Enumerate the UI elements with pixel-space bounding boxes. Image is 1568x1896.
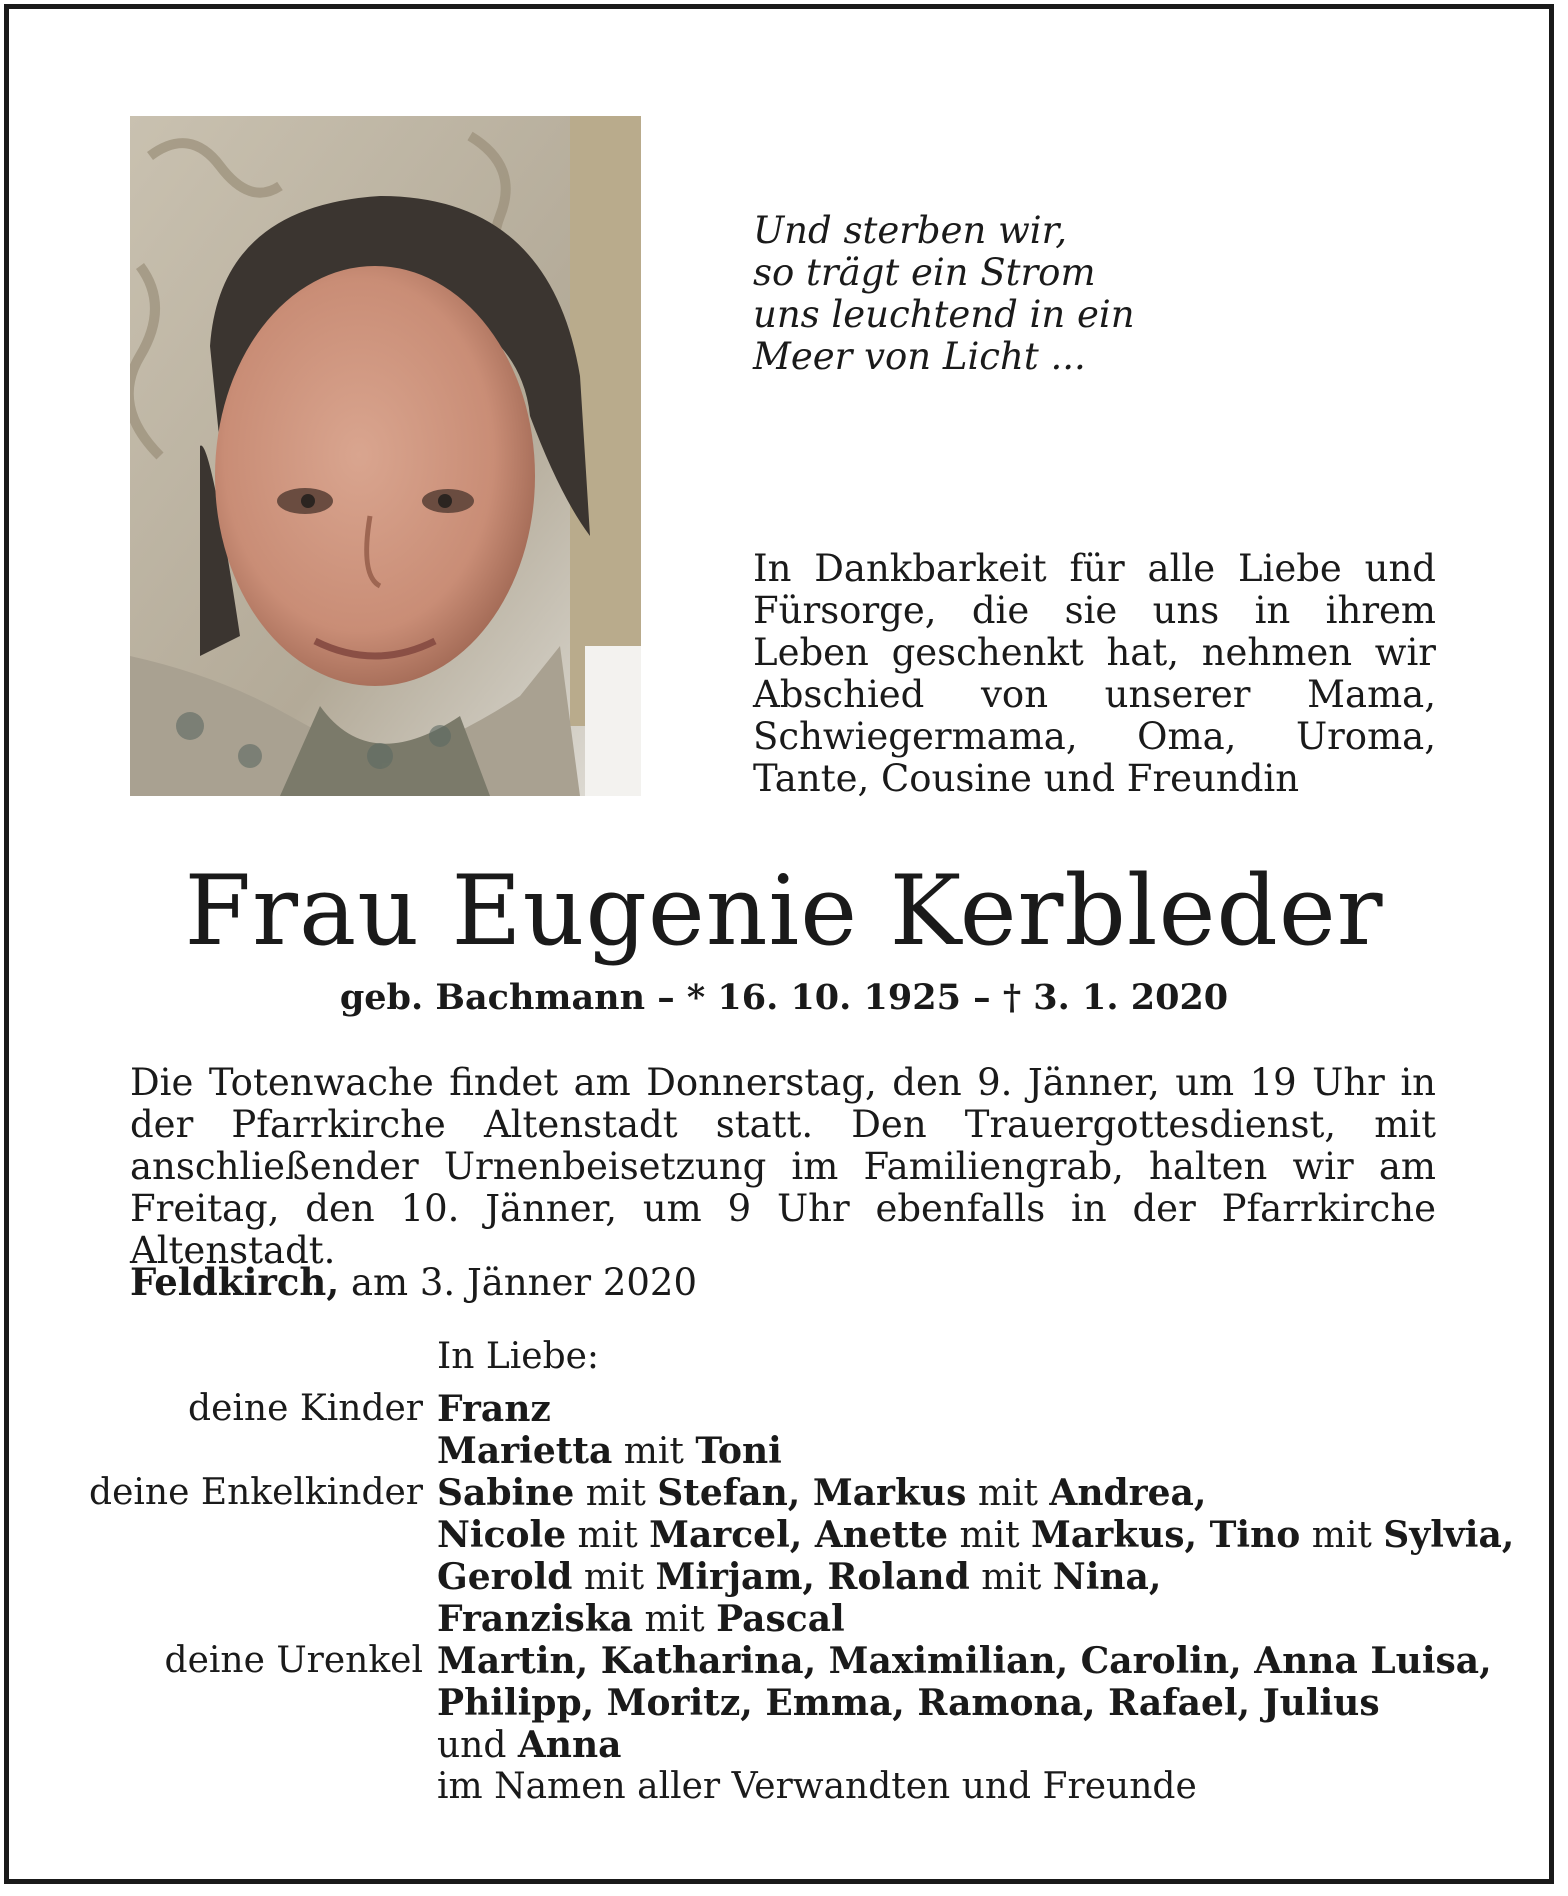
person-name: Anna bbox=[517, 1724, 622, 1766]
connector-text: mit bbox=[948, 1515, 1032, 1556]
connector-text: im Namen aller Verwandten und Freunde bbox=[437, 1766, 1197, 1807]
urenkel-label: deine Urenkel bbox=[164, 1640, 423, 1681]
person-name: Marietta bbox=[437, 1430, 613, 1472]
connector-text: mit bbox=[572, 1557, 656, 1598]
person-name: Franz bbox=[437, 1388, 551, 1430]
connector-text: und bbox=[437, 1725, 518, 1766]
place-date-line bbox=[130, 1260, 697, 1305]
person-name: Nicole bbox=[437, 1514, 567, 1556]
family-row bbox=[0, 1598, 1568, 1640]
gratitude-paragraph: In Dankbarkeit für alle Liebe und Fürsorge, die sie uns in ihrem Leben geschenkt hat, nehmen wir Abschied von unserer Mama, Schwiegermama, Oma, Uroma, Tante, Cousine und Freundin bbox=[753, 547, 1436, 800]
person-name: Mirjam, Roland bbox=[655, 1556, 970, 1598]
family-row bbox=[0, 1472, 1568, 1514]
person-name: Gerold bbox=[437, 1556, 573, 1598]
person-name: Philipp, Moritz, Emma, Ramona, Rafael, Julius bbox=[437, 1682, 1380, 1724]
family-names bbox=[437, 1766, 1197, 1808]
memorial-quote bbox=[753, 210, 1135, 378]
family-row bbox=[0, 1640, 1568, 1682]
family-row bbox=[0, 1724, 1568, 1766]
quote-line: Und sterben wir, bbox=[753, 209, 1067, 252]
place: Feldkirch, bbox=[130, 1260, 340, 1304]
family-row bbox=[0, 1766, 1568, 1808]
family-row bbox=[0, 1682, 1568, 1724]
quote-line: uns leuchtend in ein bbox=[753, 293, 1135, 336]
family-names bbox=[437, 1724, 621, 1767]
person-name: Martin, Katharina, Maximilian, Carolin, Anna Luisa, bbox=[437, 1640, 1492, 1682]
connector-text: mit bbox=[566, 1515, 650, 1556]
person-name: Marcel, Anette bbox=[649, 1514, 948, 1556]
person-name: Sylvia, bbox=[1383, 1514, 1515, 1556]
portrait-image bbox=[130, 116, 641, 796]
connector-text: mit bbox=[969, 1557, 1053, 1598]
person-name: Pascal bbox=[716, 1598, 845, 1640]
person-name: Nina, bbox=[1052, 1556, 1162, 1598]
family-names bbox=[437, 1430, 782, 1473]
connector-text: mit bbox=[1300, 1515, 1384, 1556]
person-name: Sabine bbox=[437, 1472, 575, 1514]
person-name: Franziska bbox=[437, 1598, 634, 1640]
in-love-label: In Liebe: bbox=[437, 1336, 600, 1377]
family-names bbox=[437, 1472, 1206, 1515]
family-names bbox=[437, 1556, 1161, 1599]
connector-text: mit bbox=[574, 1473, 658, 1514]
connector-text: mit bbox=[612, 1431, 696, 1472]
connector-text: mit bbox=[633, 1599, 717, 1640]
person-name: Stefan, Markus bbox=[657, 1472, 967, 1514]
family-names bbox=[437, 1388, 551, 1431]
connector-text: mit bbox=[966, 1473, 1050, 1514]
family-names bbox=[437, 1640, 1492, 1683]
family-row bbox=[0, 1514, 1568, 1556]
family-names bbox=[437, 1514, 1514, 1557]
person-name: Markus, Tino bbox=[1031, 1514, 1301, 1556]
family-row bbox=[0, 1556, 1568, 1598]
person-name: Andrea, bbox=[1049, 1472, 1207, 1514]
deceased-name: Frau Eugenie Kerbleder bbox=[184, 855, 1384, 967]
enkel-label: deine Enkelkinder bbox=[89, 1472, 423, 1513]
funeral-notice: Die Totenwache findet am Donnerstag, den 9. Jänner, um 19 Uhr in der Pfarrkirche Altenstadt statt. Den Trauergottesdienst, mit anschließender Urnenbeisetzung im Familiengrab, halten wir am Freitag, den 10. Jänner, um 9 Uhr ebenfalls in der Pfarrkirche Altenstadt. bbox=[130, 1061, 1436, 1272]
family-names bbox=[437, 1682, 1380, 1725]
kinder-label: deine Kinder bbox=[188, 1388, 423, 1429]
quote-line: Meer von Licht ... bbox=[753, 335, 1086, 378]
birth-death-line: geb. Bachmann – * 16. 10. 1925 – † 3. 1. 2020 bbox=[339, 977, 1229, 1018]
portrait-photo bbox=[130, 116, 641, 796]
family-row bbox=[0, 1388, 1568, 1430]
family-row bbox=[0, 1430, 1568, 1472]
quote-line: so trägt ein Strom bbox=[753, 251, 1096, 294]
family-names bbox=[437, 1598, 845, 1641]
person-name: Toni bbox=[695, 1430, 782, 1472]
family-list bbox=[0, 1388, 1568, 1808]
date: am 3. Jänner 2020 bbox=[339, 1261, 698, 1304]
